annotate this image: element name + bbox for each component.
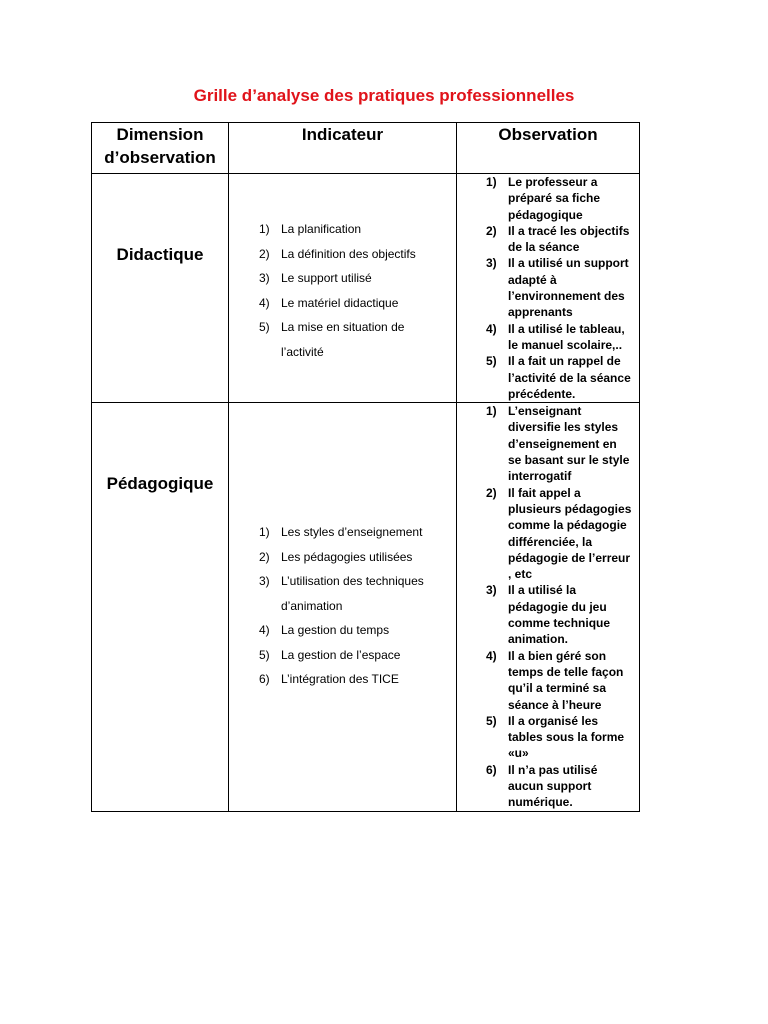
- analysis-grid-table: [91, 122, 640, 812]
- list-number: 3): [486, 583, 497, 598]
- list-text: Il a utilisé le tableau, le manuel scolaire,..: [508, 321, 625, 352]
- list-number: 2): [259, 549, 270, 564]
- indicateur-cell: [229, 403, 457, 811]
- header-dimension-line2: d’observation: [104, 148, 216, 167]
- list-item: [259, 217, 456, 242]
- list-item: [486, 582, 639, 647]
- header-indicateur: Indicateur: [229, 123, 457, 174]
- list-text: La mise en situation de l’activité: [281, 320, 405, 359]
- list-number: 1): [486, 404, 497, 419]
- list-text: L’utilisation des techniques d’animation: [281, 574, 424, 613]
- list-item: [259, 643, 456, 668]
- list-number: 6): [486, 762, 497, 777]
- list-number: 1): [486, 175, 497, 189]
- list-text: Il a utilisé la pédagogie du jeu comme technique animation.: [508, 583, 611, 647]
- table-row: [92, 174, 640, 403]
- list-text: Il fait appel a plusieurs pédagogies comme la pédagogie différenciée, la pédagogie de l’erreur , etc: [508, 485, 632, 582]
- list-number: 1): [259, 222, 270, 236]
- list-text: L’enseignant diversifie les styles d’enseignement en se basant sur le style interrogatif: [508, 404, 630, 484]
- dimension-label: Pédagogique: [106, 474, 214, 494]
- document-title: Grille d’analyse des pratiques professionnelles: [193, 86, 575, 105]
- header-dimension: [92, 123, 229, 174]
- list-number: 2): [486, 223, 497, 238]
- list-item: [259, 545, 456, 570]
- list-text: Il a utilisé un support adapté à l’environnement des apprenants: [508, 256, 629, 320]
- list-number: 4): [486, 648, 497, 663]
- list-number: 6): [259, 672, 270, 687]
- table-header-row: [92, 123, 640, 174]
- list-item: [259, 291, 456, 316]
- list-number: 2): [486, 485, 497, 500]
- list-item: [259, 242, 456, 267]
- list-item: [486, 174, 639, 223]
- header-dimension-line1: Dimension: [116, 125, 204, 144]
- list-item: [486, 321, 639, 354]
- list-text: La définition des objectifs: [281, 246, 416, 261]
- list-item: [259, 315, 456, 364]
- list-number: 5): [486, 354, 497, 369]
- list-item: [486, 255, 639, 320]
- list-text: La gestion de l’espace: [281, 647, 401, 662]
- dimension-cell: [92, 174, 229, 403]
- indicateur-cell: [229, 174, 457, 403]
- list-item: [486, 762, 639, 811]
- list-item: [259, 266, 456, 291]
- list-text: Le matériel didactique: [281, 295, 399, 310]
- list-number: 3): [259, 271, 270, 285]
- list-text: Il a bien géré son temps de telle façon qu’il a terminé sa séance à l’heure: [508, 648, 624, 712]
- list-item: [486, 353, 639, 402]
- list-text: La gestion du temps: [281, 623, 390, 638]
- list-text: Les pédagogies utilisées: [281, 549, 413, 564]
- observation-cell: [457, 174, 640, 403]
- list-item: [486, 403, 639, 484]
- list-text: Le support utilisé: [281, 271, 372, 285]
- dimension-label: Didactique: [116, 245, 204, 264]
- list-text: Il a fait un rappel de l’activité de la séance précédente.: [508, 354, 631, 401]
- dimension-cell: [92, 403, 229, 811]
- list-number: 5): [259, 320, 270, 334]
- list-number: 3): [486, 256, 497, 271]
- list-item: [259, 667, 456, 692]
- list-item: [486, 648, 639, 713]
- list-item: [259, 520, 456, 545]
- list-text: Le professeur a préparé sa fiche pédagogique: [508, 175, 601, 222]
- list-text: La planification: [281, 222, 362, 236]
- observation-cell: [457, 403, 640, 811]
- indicateur-list: [229, 217, 456, 364]
- observation-list: [457, 174, 639, 402]
- list-item: [259, 618, 456, 643]
- list-item: [486, 223, 639, 256]
- list-item: [486, 485, 639, 583]
- list-text: Les styles d’enseignement: [281, 525, 423, 540]
- list-item: [486, 713, 639, 762]
- list-number: 4): [259, 295, 270, 310]
- list-number: 4): [486, 321, 497, 336]
- list-text: Il n’a pas utilisé aucun support numérique.: [508, 762, 598, 810]
- header-observation: Observation: [457, 123, 640, 174]
- list-number: 2): [259, 246, 270, 261]
- list-number: 5): [486, 713, 497, 728]
- list-number: 1): [259, 525, 270, 540]
- list-number: 3): [259, 574, 270, 589]
- list-number: 4): [259, 623, 270, 638]
- observation-list: [457, 403, 639, 810]
- list-number: 5): [259, 647, 270, 662]
- table-row: [92, 403, 640, 811]
- indicateur-list: [229, 520, 456, 692]
- list-item: [259, 569, 456, 618]
- list-text: L’intégration des TICE: [281, 672, 399, 687]
- list-text: Il a organisé les tables sous la forme «u»: [508, 713, 625, 761]
- list-text: Il a tracé les objectifs de la séance: [508, 223, 630, 255]
